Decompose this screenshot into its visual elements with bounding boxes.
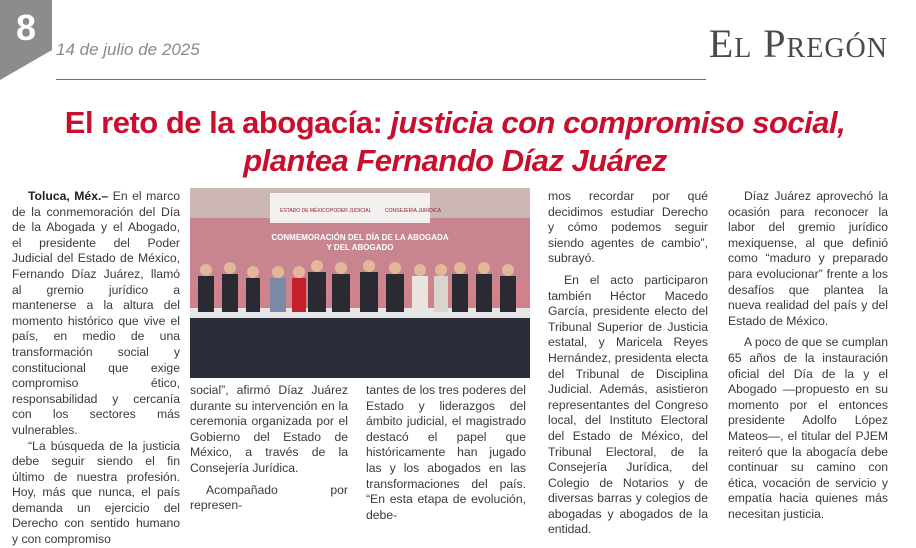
page-number-tab [0,0,52,80]
photo-banner-line-1: CONMEMORACIÓN DEL DÍA DE LA ABOGADA [271,233,449,242]
header-rule [56,79,706,80]
article-column-1 [12,189,180,548]
col2-paragraph-1: social”, afirmó Díaz Juárez durante su intervención en la ceremonia organizada por el Gobierno del Estado de México, a través de la Consejería Jurídica. [190,383,348,475]
col1-paragraph-2: “La búsqueda de la justicia debe seguir siendo el fin último de nuestra profesión. Hoy, más que nunca, el país demanda un ejercicio del Derecho con sentido humano y con compromiso [12,438,180,547]
headline-part3: plantea Fernando Díaz Juárez [243,143,667,178]
page-number: 8 [15,7,37,48]
headline-part2: justicia con compromiso social, [390,105,846,140]
article-column-5 [728,189,888,522]
photo-logo-1: ESTADO DE MÉXICO [280,208,330,214]
photo-logo-3: CONSEJERÍA JURÍDICA [385,208,442,214]
col4-paragraph-2: En el acto participaron también Héctor Macedo García, presidente electo del Tribunal Superior de Justicia estatal, y Maricela Reyes Hernández, presidenta electa del Tribunal de Disciplina Judicial. Además, asistieron representantes del Congreso local, del Instituto Electoral del Estado de México, del Tribunal Electoral, de la Consejería Jurídica, del Colegio de Notarios y de diversas barras y colegios de abogadas y abogados de la entidad. [548,272,708,537]
col5-paragraph-1: Díaz Juárez aprovechó la ocasión para reconocer la labor del gremio jurídico mexiquense, al que definió como “maduro y preparado para evolucionar” frente a los desafíos que plantea la nueva realidad del país y del Estado de México. [728,189,888,328]
article-column-4 [548,189,708,538]
col2-paragraph-2: Acompañado por represen- [190,482,348,513]
masthead-logo: El Pregón [708,21,888,66]
photo-logo-2: PODER JUDICIAL [330,208,372,214]
headline-part1: El reto de la abogacía: [64,105,391,140]
event-photo [190,188,530,378]
col3-paragraph-1: tantes de los tres poderes del Estado y liderazgos del ámbito judicial, el magistrado destacó el papel que históricamente han jugado las y los abogados en las transformaciones del país. “En esta etapa de evolución, debe- [366,383,526,522]
event-photo-image [190,188,530,378]
col1-paragraph-1: En el marco de la conmemoración del Día de la Abogada y el Abogado, el presidente del Poder Judicial del Estado de México, Fernando Díaz Juárez, llamó al gremio jurídico a mantenerse a la altura del momento histórico que vive el país, en medio de una transformación social y constitucional que exige compromiso ético, responsabilidad y cercanía con los sectores más vulnerables. [12,189,180,437]
headline [60,104,850,180]
photo-banner-line-2: Y DEL ABOGADO [326,243,394,252]
article-column-3 [366,383,526,523]
issue-date: 14 de julio de 2025 [56,40,200,59]
col4-paragraph-1: mos recordar por qué decidimos estudiar Derecho y cómo podemos seguir siendo agentes de cambio”, subrayó. [548,189,708,266]
dateline: Toluca, Méx.– [28,189,113,203]
col5-paragraph-2: A poco de que se cumplan 65 años de la instauración oficial del Día de la y el Abogado —propuesto en su momento por el entonces presidente Adolfo López Mateos—, el titular del PJEM reiteró que la abogacía debe continuar su camino con ética, vocación de servicio y empatía hacia quienes más necesitan justicia. [728,335,888,521]
article-column-2 [190,383,348,514]
